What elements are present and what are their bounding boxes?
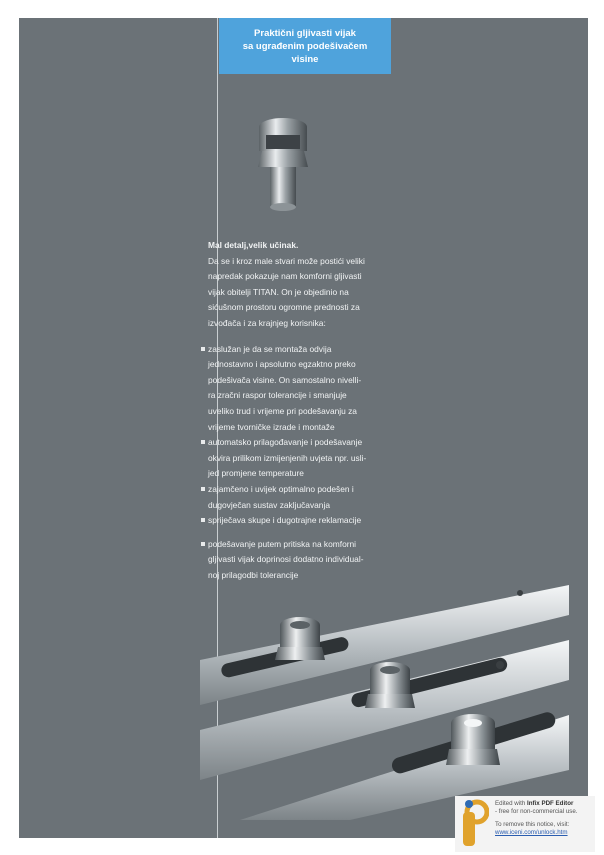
page-title: Praktični gljivasti vijak sa ugrađenim podešivačem visine — [242, 27, 368, 65]
intro-paragraph — [208, 254, 378, 332]
list-item — [208, 513, 378, 529]
bullet-square-icon — [201, 487, 205, 491]
watermark-text — [495, 800, 578, 838]
section-heading: Mal detalj,velik učinak. — [208, 240, 299, 250]
list-line: dugovječan sustav zaključavanja — [208, 499, 330, 510]
list-line: jed promjene temperature — [208, 468, 304, 479]
list-line: gljivasti vijak doprinosi dodatno individual- — [208, 554, 364, 565]
list-item — [208, 482, 378, 513]
list-line: zaslužan je da se montaža odvija — [208, 343, 332, 354]
list-item — [208, 342, 378, 436]
bullet-square-icon — [201, 347, 205, 351]
list-line: jednostavno i apsolutno egzaktno preko — [208, 359, 356, 370]
list-line: vrijeme tvorničke izrade i montaže — [208, 421, 335, 432]
watermark-line: To remove this notice, visit: — [495, 820, 570, 828]
title-box — [219, 18, 391, 74]
bullet-square-icon — [201, 542, 205, 546]
list-line: spriječava skupe i dugotrajne reklamacije — [208, 515, 362, 526]
watermark-edited-label: Edited with — [495, 800, 527, 807]
list-line: podešivača visine. On samostalno nivelli- — [208, 374, 362, 385]
intro-line: napredak pokazuje nam komforni gljivasti — [208, 271, 362, 282]
body-text — [208, 238, 378, 583]
watermark-line — [495, 800, 578, 808]
intro-line: sićušnom prostoru ogromne prednosti za — [208, 302, 360, 313]
intro-line: Da se i kroz male stvari može postići veliki — [208, 255, 365, 266]
intro-line: vijak obitelji TITAN. On je objedinio na — [208, 286, 349, 297]
bullet-square-icon — [201, 440, 205, 444]
list-line: okvira prilikom izmijenjenih uvjeta npr. usli- — [208, 452, 367, 463]
benefit-list — [208, 342, 378, 584]
rails-with-screws-image — [200, 565, 569, 820]
list-line: uveliko trud i vrijeme pri podešavanju za — [208, 405, 357, 416]
list-line: noj prilagodbi tolerancije — [208, 569, 299, 580]
bullet-square-icon — [201, 518, 205, 522]
list-line: ra zračni raspor tolerancije i smanjuje — [208, 390, 347, 401]
list-line: podešavanje putem pritiska na komforni — [208, 538, 357, 549]
infix-logo-icon — [457, 798, 489, 850]
infix-watermark — [455, 796, 595, 852]
list-line: automatsko prilagođavanje i podešavanje — [208, 437, 363, 448]
watermark-product-name: Infix PDF Editor — [527, 800, 574, 807]
list-line: zajamčeno i uvijek optimalno podešen i — [208, 483, 354, 494]
mushroom-screw-image — [248, 105, 318, 225]
watermark-link[interactable]: www.iceni.com/unlock.htm — [495, 829, 568, 837]
intro-line: izvođača i za krajnjeg korisnika: — [208, 317, 326, 328]
list-item — [208, 435, 378, 482]
watermark-line: - free for non-commercial use. — [495, 808, 578, 816]
